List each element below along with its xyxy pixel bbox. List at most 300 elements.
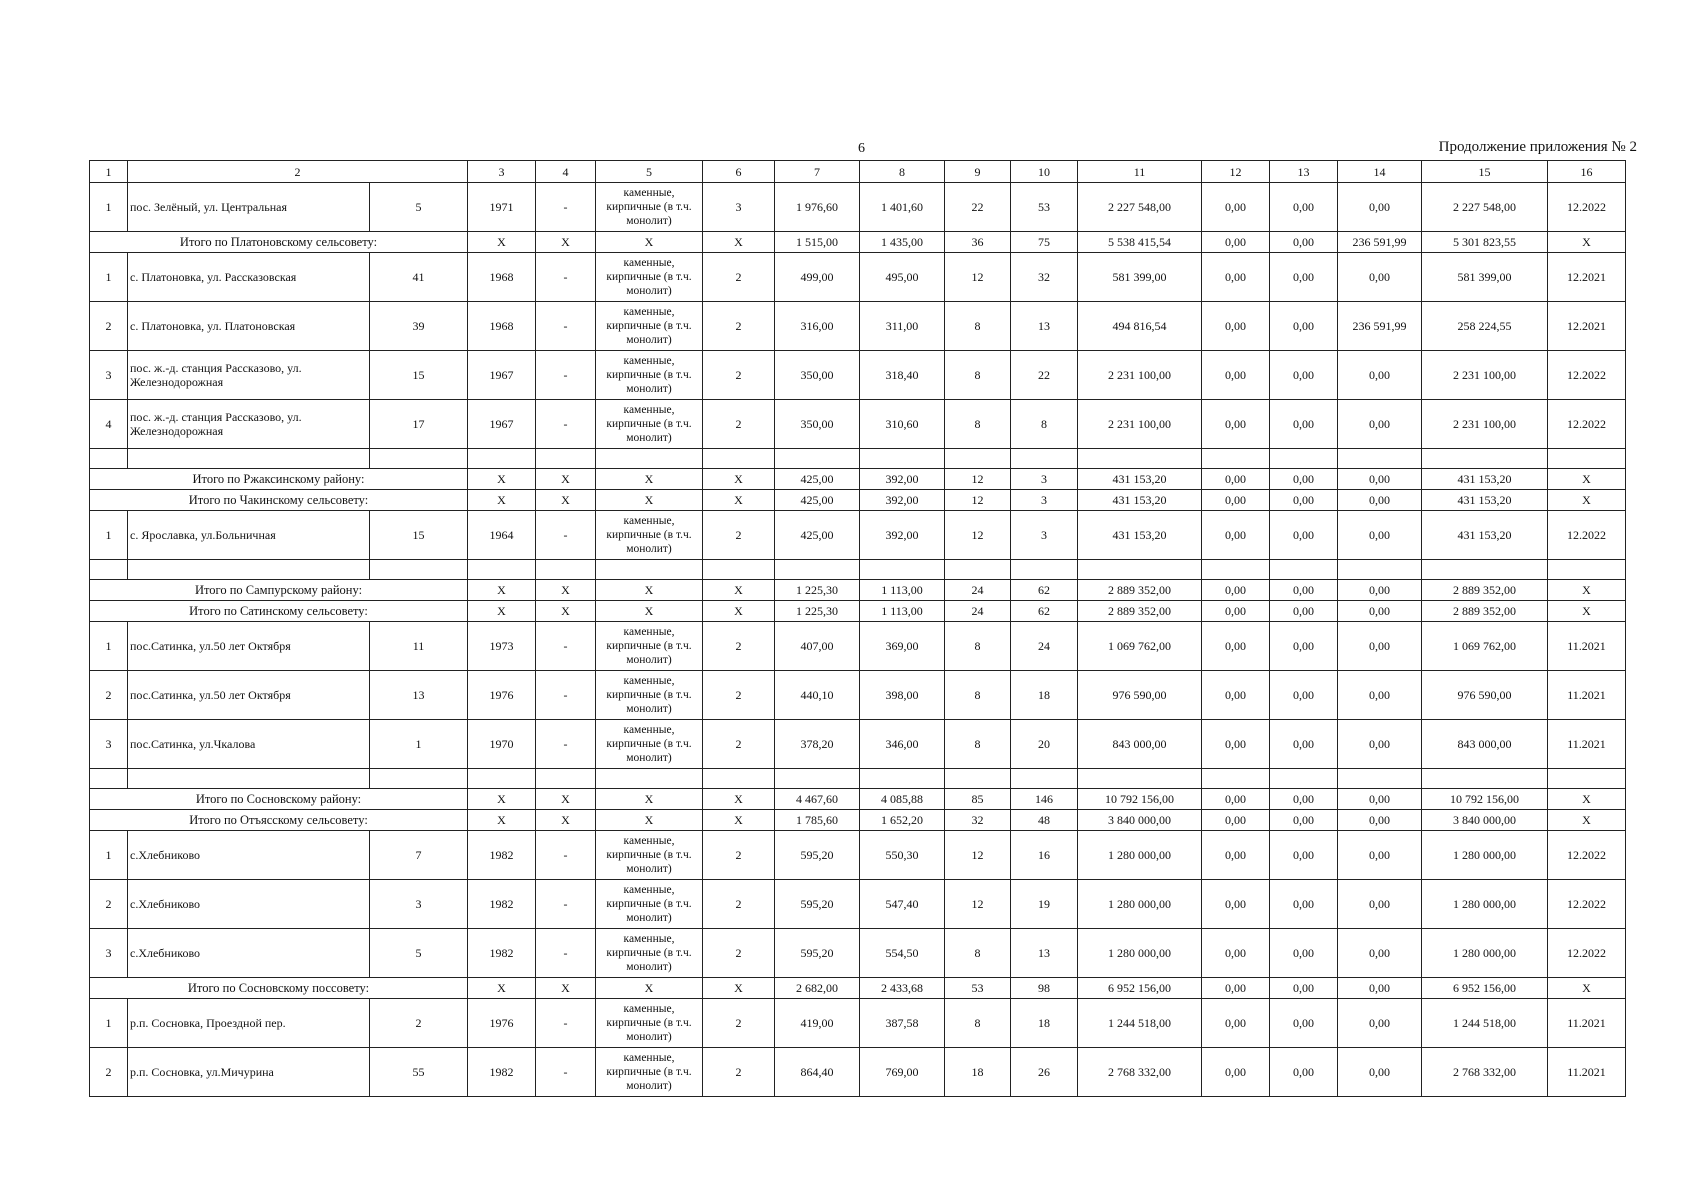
total-value-c6: X bbox=[703, 601, 775, 622]
total-label: Итого по Сосновскому поссовету: bbox=[90, 978, 468, 999]
total-value-c5: X bbox=[596, 232, 703, 253]
value-cell-c7: 595,20 bbox=[775, 929, 860, 978]
total-value-c6: X bbox=[703, 978, 775, 999]
total-value-c14: 0,00 bbox=[1338, 601, 1422, 622]
value-cell-c10: 13 bbox=[1011, 929, 1078, 978]
total-row bbox=[90, 978, 1626, 999]
empty-cell bbox=[90, 769, 128, 789]
empty-cell bbox=[128, 560, 370, 580]
total-value-c14: 0,00 bbox=[1338, 978, 1422, 999]
total-value-c11: 2 889 352,00 bbox=[1078, 580, 1202, 601]
empty-cell bbox=[90, 449, 128, 469]
column-header: 8 bbox=[860, 161, 945, 183]
row-number: 1 bbox=[90, 622, 128, 671]
value-cell-c10: 53 bbox=[1011, 183, 1078, 232]
value-cell-c15: 2 227 548,00 bbox=[1422, 183, 1548, 232]
total-value-c4: X bbox=[536, 580, 596, 601]
year-cell: 1982 bbox=[468, 1048, 536, 1097]
value-cell-c9: 8 bbox=[945, 671, 1011, 720]
total-value-c3: X bbox=[468, 789, 536, 810]
value-cell-c7: 316,00 bbox=[775, 302, 860, 351]
value-cell-c7: 595,20 bbox=[775, 880, 860, 929]
total-value-c7: 1 515,00 bbox=[775, 232, 860, 253]
value-cell-c10: 13 bbox=[1011, 302, 1078, 351]
value-cell-c8: 547,40 bbox=[860, 880, 945, 929]
total-value-c4: X bbox=[536, 490, 596, 511]
total-row bbox=[90, 601, 1626, 622]
total-value-c3: X bbox=[468, 810, 536, 831]
wall-material-cell: каменные, кирпичные (в т.ч. монолит) bbox=[596, 831, 703, 880]
total-value-c4: X bbox=[536, 601, 596, 622]
value-cell-c16: 11.2021 bbox=[1548, 999, 1626, 1048]
value-cell-c14: 0,00 bbox=[1338, 1048, 1422, 1097]
total-value-c3: X bbox=[468, 232, 536, 253]
year-cell: 1967 bbox=[468, 400, 536, 449]
value-cell-c16: 11.2021 bbox=[1548, 1048, 1626, 1097]
house-number-cell: 5 bbox=[370, 929, 468, 978]
total-value-c13: 0,00 bbox=[1270, 469, 1338, 490]
value-cell-c7: 1 976,60 bbox=[775, 183, 860, 232]
empty-cell bbox=[703, 449, 775, 469]
value-cell-c7: 864,40 bbox=[775, 1048, 860, 1097]
value-cell-c9: 8 bbox=[945, 622, 1011, 671]
year-cell: 1970 bbox=[468, 720, 536, 769]
total-value-c13: 0,00 bbox=[1270, 789, 1338, 810]
wall-material-cell: каменные, кирпичные (в т.ч. монолит) bbox=[596, 671, 703, 720]
value-cell-c11: 1 280 000,00 bbox=[1078, 880, 1202, 929]
column-header: 7 bbox=[775, 161, 860, 183]
empty-cell bbox=[945, 449, 1011, 469]
column-header: 6 bbox=[703, 161, 775, 183]
total-value-c7: 425,00 bbox=[775, 490, 860, 511]
wall-material-cell: каменные, кирпичные (в т.ч. монолит) bbox=[596, 880, 703, 929]
value-cell-c15: 1 280 000,00 bbox=[1422, 880, 1548, 929]
row-number: 1 bbox=[90, 511, 128, 560]
value-cell-c12: 0,00 bbox=[1202, 302, 1270, 351]
table-row bbox=[90, 183, 1626, 232]
total-value-c10: 75 bbox=[1011, 232, 1078, 253]
year-cell: 1973 bbox=[468, 622, 536, 671]
col-4-cell: - bbox=[536, 831, 596, 880]
value-cell-c9: 8 bbox=[945, 929, 1011, 978]
value-cell-c10: 19 bbox=[1011, 880, 1078, 929]
row-number: 1 bbox=[90, 183, 128, 232]
total-value-c7: 1 225,30 bbox=[775, 601, 860, 622]
address-cell: с. Платоновка, ул. Платоновская bbox=[128, 302, 370, 351]
wall-material-cell: каменные, кирпичные (в т.ч. монолит) bbox=[596, 999, 703, 1048]
value-cell-c12: 0,00 bbox=[1202, 999, 1270, 1048]
value-cell-c13: 0,00 bbox=[1270, 253, 1338, 302]
table-row bbox=[90, 929, 1626, 978]
value-cell-c11: 976 590,00 bbox=[1078, 671, 1202, 720]
value-cell-c15: 1 244 518,00 bbox=[1422, 999, 1548, 1048]
col-4-cell: - bbox=[536, 999, 596, 1048]
total-value-c11: 6 952 156,00 bbox=[1078, 978, 1202, 999]
total-value-c15: 431 153,20 bbox=[1422, 490, 1548, 511]
value-cell-c8: 554,50 bbox=[860, 929, 945, 978]
total-value-c8: 1 113,00 bbox=[860, 580, 945, 601]
value-cell-c8: 769,00 bbox=[860, 1048, 945, 1097]
value-cell-c15: 2 231 100,00 bbox=[1422, 351, 1548, 400]
value-cell-c12: 0,00 bbox=[1202, 1048, 1270, 1097]
house-number-cell: 3 bbox=[370, 880, 468, 929]
total-value-c15: 2 889 352,00 bbox=[1422, 580, 1548, 601]
total-value-c7: 1 785,60 bbox=[775, 810, 860, 831]
total-value-c10: 146 bbox=[1011, 789, 1078, 810]
total-value-c16: X bbox=[1548, 232, 1626, 253]
empty-cell bbox=[1270, 560, 1338, 580]
value-cell-c7: 378,20 bbox=[775, 720, 860, 769]
value-cell-c16: 12.2022 bbox=[1548, 183, 1626, 232]
value-cell-c11: 1 280 000,00 bbox=[1078, 929, 1202, 978]
total-value-c5: X bbox=[596, 580, 703, 601]
value-cell-c13: 0,00 bbox=[1270, 720, 1338, 769]
value-cell-c8: 369,00 bbox=[860, 622, 945, 671]
value-cell-c11: 581 399,00 bbox=[1078, 253, 1202, 302]
total-value-c5: X bbox=[596, 601, 703, 622]
house-number-cell: 7 bbox=[370, 831, 468, 880]
address-cell: с. Ярославка, ул.Больничная bbox=[128, 511, 370, 560]
address-cell: р.п. Сосновка, ул.Мичурина bbox=[128, 1048, 370, 1097]
col-4-cell: - bbox=[536, 880, 596, 929]
total-value-c3: X bbox=[468, 469, 536, 490]
total-value-c8: 4 085,88 bbox=[860, 789, 945, 810]
value-cell-c13: 0,00 bbox=[1270, 622, 1338, 671]
total-value-c12: 0,00 bbox=[1202, 978, 1270, 999]
column-header: 15 bbox=[1422, 161, 1548, 183]
value-cell-c12: 0,00 bbox=[1202, 351, 1270, 400]
value-cell-c13: 0,00 bbox=[1270, 929, 1338, 978]
value-cell-c9: 12 bbox=[945, 831, 1011, 880]
value-cell-c7: 425,00 bbox=[775, 511, 860, 560]
value-cell-c12: 0,00 bbox=[1202, 511, 1270, 560]
empty-cell bbox=[468, 560, 536, 580]
row-number: 3 bbox=[90, 720, 128, 769]
house-number-cell: 11 bbox=[370, 622, 468, 671]
total-value-c11: 431 153,20 bbox=[1078, 490, 1202, 511]
value-cell-c14: 0,00 bbox=[1338, 400, 1422, 449]
value-cell-c10: 32 bbox=[1011, 253, 1078, 302]
empty-cell bbox=[1202, 769, 1270, 789]
empty-cell bbox=[1422, 560, 1548, 580]
value-cell-c8: 310,60 bbox=[860, 400, 945, 449]
value-cell-c14: 0,00 bbox=[1338, 622, 1422, 671]
column-header: 3 bbox=[468, 161, 536, 183]
value-cell-c15: 1 069 762,00 bbox=[1422, 622, 1548, 671]
col-4-cell: - bbox=[536, 400, 596, 449]
address-cell: с.Хлебниково bbox=[128, 831, 370, 880]
total-value-c14: 0,00 bbox=[1338, 810, 1422, 831]
value-cell-c9: 12 bbox=[945, 253, 1011, 302]
value-cell-c11: 1 280 000,00 bbox=[1078, 831, 1202, 880]
value-cell-c16: 12.2022 bbox=[1548, 351, 1626, 400]
house-number-cell: 15 bbox=[370, 511, 468, 560]
total-row bbox=[90, 469, 1626, 490]
row-number: 2 bbox=[90, 302, 128, 351]
table-row bbox=[90, 400, 1626, 449]
value-cell-c14: 0,00 bbox=[1338, 253, 1422, 302]
total-value-c6: X bbox=[703, 232, 775, 253]
row-number: 3 bbox=[90, 929, 128, 978]
value-cell-c16: 12.2022 bbox=[1548, 511, 1626, 560]
value-cell-c9: 12 bbox=[945, 511, 1011, 560]
wall-material-cell: каменные, кирпичные (в т.ч. монолит) bbox=[596, 253, 703, 302]
total-label: Итого по Ржаксинскому району: bbox=[90, 469, 468, 490]
house-number-cell: 15 bbox=[370, 351, 468, 400]
house-number-cell: 41 bbox=[370, 253, 468, 302]
value-cell-c11: 1 069 762,00 bbox=[1078, 622, 1202, 671]
address-cell: с. Платоновка, ул. Рассказовская bbox=[128, 253, 370, 302]
col-4-cell: - bbox=[536, 302, 596, 351]
total-row bbox=[90, 232, 1626, 253]
value-cell-c16: 12.2022 bbox=[1548, 880, 1626, 929]
col-4-cell: - bbox=[536, 183, 596, 232]
value-cell-c16: 12.2022 bbox=[1548, 929, 1626, 978]
empty-cell bbox=[370, 769, 468, 789]
total-value-c6: X bbox=[703, 810, 775, 831]
total-value-c5: X bbox=[596, 978, 703, 999]
value-cell-c8: 1 401,60 bbox=[860, 183, 945, 232]
table-row bbox=[90, 831, 1626, 880]
value-cell-c10: 18 bbox=[1011, 671, 1078, 720]
wall-material-cell: каменные, кирпичные (в т.ч. монолит) bbox=[596, 183, 703, 232]
total-label: Итого по Чакинскому сельсовету: bbox=[90, 490, 468, 511]
empty-cell bbox=[1270, 449, 1338, 469]
table-row bbox=[90, 1048, 1626, 1097]
value-cell-c7: 595,20 bbox=[775, 831, 860, 880]
total-value-c16: X bbox=[1548, 490, 1626, 511]
total-value-c9: 24 bbox=[945, 580, 1011, 601]
total-value-c15: 6 952 156,00 bbox=[1422, 978, 1548, 999]
total-value-c7: 4 467,60 bbox=[775, 789, 860, 810]
total-value-c12: 0,00 bbox=[1202, 810, 1270, 831]
year-cell: 1982 bbox=[468, 880, 536, 929]
empty-cell bbox=[860, 769, 945, 789]
total-value-c7: 425,00 bbox=[775, 469, 860, 490]
year-cell: 1964 bbox=[468, 511, 536, 560]
value-cell-c7: 440,10 bbox=[775, 671, 860, 720]
total-label: Итого по Отъясскому сельсовету: bbox=[90, 810, 468, 831]
total-value-c15: 10 792 156,00 bbox=[1422, 789, 1548, 810]
year-cell: 1976 bbox=[468, 671, 536, 720]
column-header: 14 bbox=[1338, 161, 1422, 183]
value-cell-c16: 12.2021 bbox=[1548, 302, 1626, 351]
total-value-c10: 48 bbox=[1011, 810, 1078, 831]
floors-cell: 2 bbox=[703, 831, 775, 880]
value-cell-c16: 12.2021 bbox=[1548, 253, 1626, 302]
empty-cell bbox=[536, 560, 596, 580]
empty-cell bbox=[90, 560, 128, 580]
total-value-c16: X bbox=[1548, 810, 1626, 831]
value-cell-c9: 8 bbox=[945, 999, 1011, 1048]
value-cell-c12: 0,00 bbox=[1202, 671, 1270, 720]
total-value-c11: 5 538 415,54 bbox=[1078, 232, 1202, 253]
empty-cell bbox=[1338, 560, 1422, 580]
value-cell-c14: 0,00 bbox=[1338, 671, 1422, 720]
total-row bbox=[90, 810, 1626, 831]
value-cell-c16: 11.2021 bbox=[1548, 671, 1626, 720]
empty-cell bbox=[1548, 449, 1626, 469]
value-cell-c8: 550,30 bbox=[860, 831, 945, 880]
col-4-cell: - bbox=[536, 1048, 596, 1097]
empty-cell bbox=[1078, 560, 1202, 580]
value-cell-c11: 843 000,00 bbox=[1078, 720, 1202, 769]
total-value-c4: X bbox=[536, 232, 596, 253]
address-cell: р.п. Сосновка, Проездной пер. bbox=[128, 999, 370, 1048]
year-cell: 1976 bbox=[468, 999, 536, 1048]
value-cell-c9: 22 bbox=[945, 183, 1011, 232]
total-value-c11: 2 889 352,00 bbox=[1078, 601, 1202, 622]
value-cell-c11: 494 816,54 bbox=[1078, 302, 1202, 351]
total-value-c13: 0,00 bbox=[1270, 232, 1338, 253]
year-cell: 1968 bbox=[468, 253, 536, 302]
total-value-c12: 0,00 bbox=[1202, 232, 1270, 253]
total-value-c11: 3 840 000,00 bbox=[1078, 810, 1202, 831]
value-cell-c11: 2 231 100,00 bbox=[1078, 351, 1202, 400]
total-value-c12: 0,00 bbox=[1202, 469, 1270, 490]
total-label: Итого по Сатинскому сельсовету: bbox=[90, 601, 468, 622]
table-row bbox=[90, 880, 1626, 929]
empty-cell bbox=[1078, 449, 1202, 469]
value-cell-c10: 16 bbox=[1011, 831, 1078, 880]
value-cell-c15: 2 231 100,00 bbox=[1422, 400, 1548, 449]
total-label: Итого по Сосновскому району: bbox=[90, 789, 468, 810]
empty-cell bbox=[945, 560, 1011, 580]
value-cell-c10: 20 bbox=[1011, 720, 1078, 769]
value-cell-c11: 2 231 100,00 bbox=[1078, 400, 1202, 449]
house-number-cell: 1 bbox=[370, 720, 468, 769]
floors-cell: 2 bbox=[703, 880, 775, 929]
empty-cell bbox=[1338, 769, 1422, 789]
total-value-c13: 0,00 bbox=[1270, 580, 1338, 601]
value-cell-c15: 1 280 000,00 bbox=[1422, 831, 1548, 880]
empty-row bbox=[90, 560, 1626, 580]
total-value-c13: 0,00 bbox=[1270, 810, 1338, 831]
value-cell-c15: 431 153,20 bbox=[1422, 511, 1548, 560]
total-value-c15: 2 889 352,00 bbox=[1422, 601, 1548, 622]
total-label: Итого по Платоновскому сельсовету: bbox=[90, 232, 468, 253]
value-cell-c14: 0,00 bbox=[1338, 880, 1422, 929]
empty-cell bbox=[536, 769, 596, 789]
value-cell-c16: 11.2021 bbox=[1548, 720, 1626, 769]
total-value-c5: X bbox=[596, 810, 703, 831]
column-header-row bbox=[90, 161, 1626, 183]
house-number-cell: 5 bbox=[370, 183, 468, 232]
value-cell-c16: 11.2021 bbox=[1548, 622, 1626, 671]
empty-cell bbox=[1202, 560, 1270, 580]
column-header: 4 bbox=[536, 161, 596, 183]
total-value-c6: X bbox=[703, 490, 775, 511]
wall-material-cell: каменные, кирпичные (в т.ч. монолит) bbox=[596, 720, 703, 769]
value-cell-c10: 3 bbox=[1011, 511, 1078, 560]
value-cell-c7: 350,00 bbox=[775, 351, 860, 400]
empty-cell bbox=[1202, 449, 1270, 469]
value-cell-c7: 419,00 bbox=[775, 999, 860, 1048]
year-cell: 1971 bbox=[468, 183, 536, 232]
total-value-c8: 1 435,00 bbox=[860, 232, 945, 253]
value-cell-c13: 0,00 bbox=[1270, 351, 1338, 400]
value-cell-c13: 0,00 bbox=[1270, 831, 1338, 880]
total-value-c10: 3 bbox=[1011, 469, 1078, 490]
row-number: 1 bbox=[90, 831, 128, 880]
table-row bbox=[90, 671, 1626, 720]
floors-cell: 2 bbox=[703, 720, 775, 769]
floors-cell: 2 bbox=[703, 671, 775, 720]
total-value-c10: 62 bbox=[1011, 580, 1078, 601]
value-cell-c13: 0,00 bbox=[1270, 1048, 1338, 1097]
row-number: 2 bbox=[90, 1048, 128, 1097]
total-value-c14: 0,00 bbox=[1338, 789, 1422, 810]
empty-cell bbox=[775, 769, 860, 789]
value-cell-c15: 258 224,55 bbox=[1422, 302, 1548, 351]
column-header: 10 bbox=[1011, 161, 1078, 183]
value-cell-c14: 0,00 bbox=[1338, 511, 1422, 560]
total-value-c13: 0,00 bbox=[1270, 601, 1338, 622]
empty-cell bbox=[370, 560, 468, 580]
empty-cell bbox=[1078, 769, 1202, 789]
total-value-c16: X bbox=[1548, 580, 1626, 601]
row-number: 1 bbox=[90, 999, 128, 1048]
address-cell: пос.Сатинка, ул.Чкалова bbox=[128, 720, 370, 769]
column-header: 16 bbox=[1548, 161, 1626, 183]
empty-cell bbox=[468, 769, 536, 789]
value-cell-c8: 398,00 bbox=[860, 671, 945, 720]
row-number: 1 bbox=[90, 253, 128, 302]
total-value-c4: X bbox=[536, 810, 596, 831]
value-cell-c13: 0,00 bbox=[1270, 183, 1338, 232]
total-value-c8: 392,00 bbox=[860, 469, 945, 490]
empty-cell bbox=[468, 449, 536, 469]
value-cell-c9: 8 bbox=[945, 400, 1011, 449]
col-4-cell: - bbox=[536, 671, 596, 720]
value-cell-c7: 407,00 bbox=[775, 622, 860, 671]
empty-cell bbox=[536, 449, 596, 469]
empty-cell bbox=[128, 449, 370, 469]
total-value-c12: 0,00 bbox=[1202, 580, 1270, 601]
total-value-c6: X bbox=[703, 580, 775, 601]
value-cell-c13: 0,00 bbox=[1270, 302, 1338, 351]
col-4-cell: - bbox=[536, 720, 596, 769]
floors-cell: 2 bbox=[703, 929, 775, 978]
value-cell-c12: 0,00 bbox=[1202, 400, 1270, 449]
table-row bbox=[90, 511, 1626, 560]
value-cell-c15: 976 590,00 bbox=[1422, 671, 1548, 720]
value-cell-c16: 12.2022 bbox=[1548, 400, 1626, 449]
value-cell-c12: 0,00 bbox=[1202, 929, 1270, 978]
empty-cell bbox=[1011, 560, 1078, 580]
total-value-c9: 85 bbox=[945, 789, 1011, 810]
total-value-c12: 0,00 bbox=[1202, 601, 1270, 622]
address-cell: пос.Сатинка, ул.50 лет Октября bbox=[128, 622, 370, 671]
total-value-c14: 236 591,99 bbox=[1338, 232, 1422, 253]
value-cell-c14: 236 591,99 bbox=[1338, 302, 1422, 351]
value-cell-c13: 0,00 bbox=[1270, 880, 1338, 929]
total-value-c7: 1 225,30 bbox=[775, 580, 860, 601]
empty-cell bbox=[1011, 769, 1078, 789]
empty-cell bbox=[703, 560, 775, 580]
table-row bbox=[90, 351, 1626, 400]
floors-cell: 2 bbox=[703, 511, 775, 560]
total-value-c4: X bbox=[536, 789, 596, 810]
total-value-c4: X bbox=[536, 469, 596, 490]
total-value-c9: 53 bbox=[945, 978, 1011, 999]
year-cell: 1982 bbox=[468, 929, 536, 978]
value-cell-c9: 8 bbox=[945, 720, 1011, 769]
value-cell-c14: 0,00 bbox=[1338, 929, 1422, 978]
value-cell-c8: 318,40 bbox=[860, 351, 945, 400]
table-row bbox=[90, 253, 1626, 302]
total-value-c9: 32 bbox=[945, 810, 1011, 831]
